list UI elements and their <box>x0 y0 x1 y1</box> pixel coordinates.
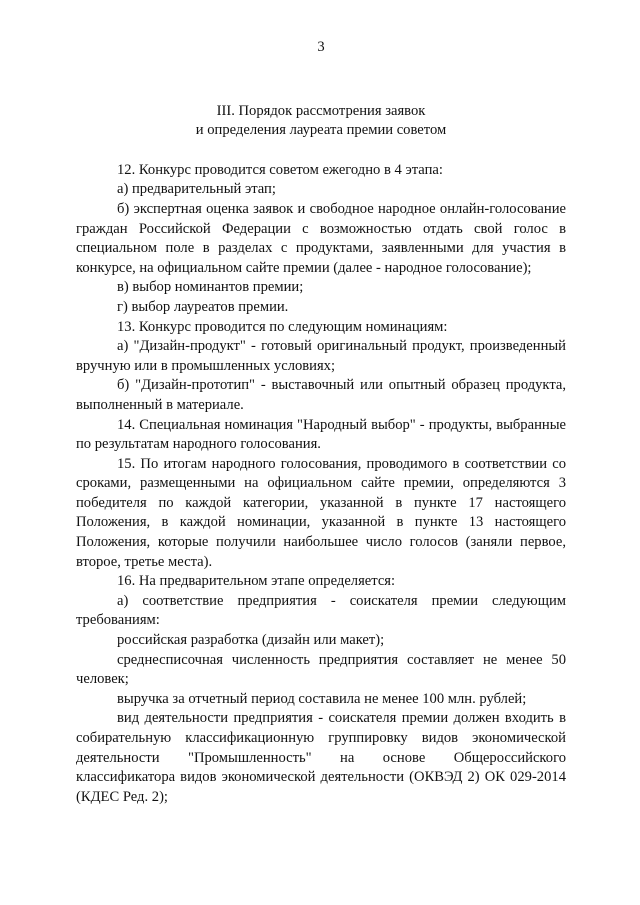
requirement-item: выручка за отчетный период составила не менее 100 млн. рублей; <box>117 690 527 707</box>
paragraph-12-g: г) выбор лауреатов премии. <box>117 298 289 315</box>
paragraph-12-b: б) экспертная оценка заявок и свободное народное онлайн-голосование граждан Российской Федерации с возможностью отдать свой голос в специальном поле в разделах с продуктами, заявленными для участия в конкурсе, на официальном сайте премии (далее - народное голосование); <box>76 200 566 276</box>
section-title <box>76 102 566 141</box>
paragraph-13-b: б) "Дизайн-прототип" - выставочный или опытный образец продукта, выполненный в материале. <box>76 377 566 413</box>
requirement-item: российская разработка (дизайн или макет); <box>117 632 385 649</box>
paragraph-12: 12. Конкурс проводится советом ежегодно в 4 этапа: <box>117 161 443 178</box>
paragraph-14: 14. Специальная номинация "Народный выбор" - продукты, выбранные по результатам народного голосования. <box>76 416 566 453</box>
paragraph-12-a: а) предварительный этап; <box>117 181 276 198</box>
section-title-line-1: III. Порядок рассмотрения заявок <box>216 102 426 119</box>
paragraph-12-v: в) выбор номинантов премии; <box>117 279 304 296</box>
requirement-item: вид деятельности предприятия - соискателя премии должен входить в собирательную классификационную группировку видов экономической деятельности "Промышленность" на основе Общероссийского классификатора видов экономической деятельности (ОКВЭД 2) ОК 029-2014 (КДЕС Ред. 2); <box>76 710 566 805</box>
section-title-line-2: и определения лауреата премии советом <box>195 122 447 139</box>
paragraph-16-a: а) соответствие предприятия - соискателя премии следующим требованиям: <box>76 592 566 629</box>
page-number: 3 <box>317 39 325 55</box>
requirement-item: среднесписочная численность предприятия составляет не менее 50 человек; <box>76 651 566 688</box>
paragraph-15: 15. По итогам народного голосования, проводимого в соответствии со сроками, размещенными на официальном сайте премии, определяются 3 победителя по каждой категории, указанной в пункте 17 настоящего Положения, в каждой номинации, указанной в пункте 13 настоящего Положения, которые получили наибольшее число голосов (заняли первое, второе, третье места). <box>76 455 566 570</box>
paragraph-13: 13. Конкурс проводится по следующим номинациям: <box>117 318 448 335</box>
paragraph-16: 16. На предварительном этапе определяется: <box>117 573 396 590</box>
paragraph-13-a: а) "Дизайн-продукт" - готовый оригинальный продукт, произведенный вручную или в промышленных условиях; <box>76 338 566 374</box>
